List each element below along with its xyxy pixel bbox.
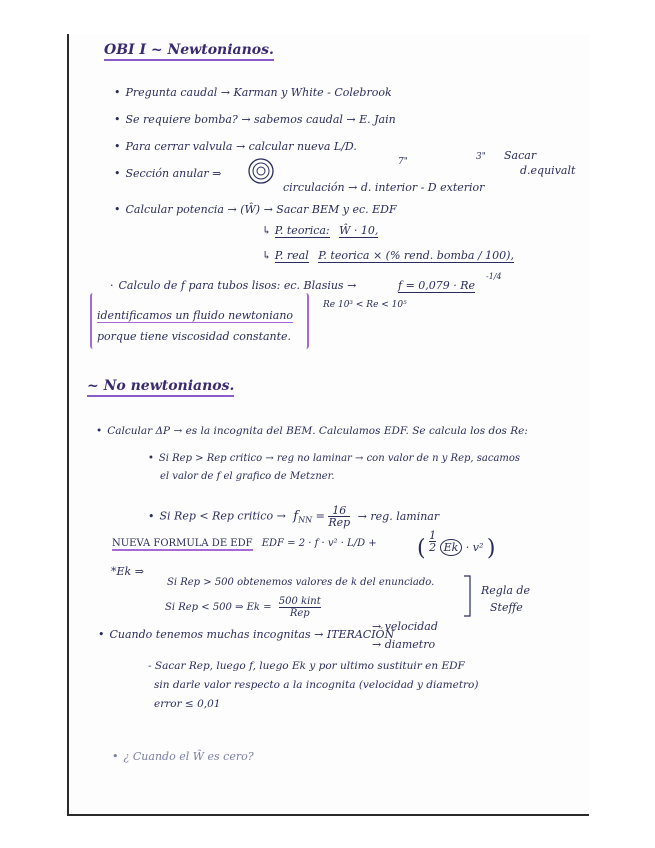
note-blasius-text: Calculo de f para tubos lisos: ec. Blasius → xyxy=(118,279,357,292)
fnn-den: Rep xyxy=(328,516,351,529)
potencia-real-value: P. teorica × (% rend. bomba / 100), xyxy=(318,249,514,262)
blasius-equation xyxy=(398,279,475,292)
anular-circ-text: circulación → d. interior - D exterior xyxy=(283,181,485,194)
section1-title-text: OBI I ~ Newtonianos. xyxy=(104,42,274,61)
steffe-l1: Regla de xyxy=(481,584,530,597)
half-den: 2 xyxy=(429,541,437,554)
note-iteracion-text: Cuando tenemos muchas incognitas → ITERACIÓN xyxy=(109,628,395,641)
potencia-teorica-value: Ŵ · 10, xyxy=(339,224,379,237)
potencia-real: ↳ P. real P. teorica × (% rend. bomba / 100), xyxy=(262,249,514,262)
rep-critico-mayor-l2: el valor de f el grafico de Metzner. xyxy=(160,471,335,482)
note-bullet-valvula: • Para cerrar valvula → calcular nueva L/D. xyxy=(114,140,357,153)
note-bullet-anular: • Sección anular ⇒ xyxy=(114,167,222,180)
blasius-re-range: Re 10³ < Re < 10⁵ xyxy=(323,300,407,310)
note-bullet-blasius: · Calculo de f para tubos lisos: ec. Blasius → xyxy=(110,279,357,292)
rep-menor-text: Si Rep < Rep critico → xyxy=(159,509,286,523)
note-bullet-caudal: • Pregunta caudal → Karman y White - Colebrook xyxy=(114,86,392,99)
anular-side-deq: d.equivalt xyxy=(520,164,576,177)
formula-ek-circled: Ek xyxy=(440,539,463,556)
iteracion-diametro: → diametro xyxy=(372,638,436,651)
iteracion-detail-2: sin darle valor respecto a la incognita (velocidad y diametro) xyxy=(154,679,479,691)
ek-label: *Ek ⇒ xyxy=(111,565,144,578)
note-anular-circulacion xyxy=(283,181,484,194)
note-w-cero-text: ¿ Cuando el Ŵ es cero? xyxy=(123,750,254,763)
ek-menor-text: Si Rep < 500 ⇒ Ek = xyxy=(165,602,272,613)
ek-rep-mayor: Si Rep > 500 obtenemos valores de k del enunciado. xyxy=(167,577,435,588)
nueva-formula-edf xyxy=(112,537,377,550)
ek-den: Rep xyxy=(289,608,310,619)
rep-mayor-l1: Si Rep > Rep critico → reg no laminar → con valor de n y Rep, sacamos xyxy=(158,453,521,464)
annular-section-icon xyxy=(248,158,276,186)
anular-side-sacar: Sacar xyxy=(504,149,537,162)
formula-v2: · v² xyxy=(465,541,484,554)
nueva-formula-label: NUEVA FORMULA DE EDF xyxy=(112,538,253,549)
ek-num: 500 kint xyxy=(278,596,321,607)
formula-half xyxy=(429,530,436,553)
blasius-exponent: -1/4 xyxy=(486,272,502,281)
box-newtoniano-line1 xyxy=(97,309,293,322)
note-bullet-potencia: • Calcular potencia → (Ŵ) → Sacar BEM y ec. EDF xyxy=(114,203,397,216)
note-bullet-bomba: • Se requiere bomba? → sabemos caudal → E. Jain xyxy=(114,113,396,126)
fnn-symbol: f xyxy=(293,508,299,524)
iteracion-detail-3: error ≤ 0,01 xyxy=(154,698,221,710)
blasius-eq-text: f = 0,079 · Re xyxy=(398,279,476,292)
box1-l1-text: identificamos un fluido newtoniano xyxy=(97,309,294,322)
rep-critico-menor: • Si Rep < Rep critico → $f_{NN}$ = $\frac{16}{\text{Rep}}$ → reg. laminar xyxy=(148,504,440,529)
steffe-l2: Steffe xyxy=(490,601,523,614)
section2-title xyxy=(87,380,234,393)
formula-bracket-term: ( $\frac{1}{2}$ Ek · v² ) xyxy=(417,529,496,561)
iteracion-detail-1: - Sacar Rep, luego f, luego Ek y por ultimo sustituir en EDF xyxy=(148,660,465,672)
fnn-fraction xyxy=(328,505,350,528)
steffe-bracket xyxy=(462,574,476,618)
fnn-post: → reg. laminar xyxy=(357,509,440,523)
box-newtoniano-line2: porque tiene viscosidad constante. xyxy=(97,330,292,343)
iteracion-velocidad: → velocidad xyxy=(372,620,438,633)
section2-title-text: ~ No newtonianos. xyxy=(87,378,234,397)
ek-rep-menor xyxy=(165,596,321,619)
potencia-teorica: ↳ P. teorica: Ŵ · 10, xyxy=(262,224,379,237)
note-bullet-iteracion: • Cuando tenemos muchas incognitas → ITERACIÓN xyxy=(98,628,395,641)
note-valvula-text: Para cerrar valvula → calcular nueva L/D. xyxy=(125,140,357,153)
fnn-num: 16 xyxy=(328,505,350,517)
ek-fraction xyxy=(279,596,321,619)
note-bomba-text: Se requiere bomba? → sabemos caudal → E. Jain xyxy=(125,113,396,126)
note-anular-text: Sección anular ⇒ xyxy=(125,167,222,180)
potencia-real-label: P. real xyxy=(274,249,309,262)
note-caudal-text: Pregunta caudal → Karman y White - Colebrook xyxy=(125,86,392,99)
anular-outer-size: 3" xyxy=(476,152,486,162)
nueva-formula-eq: EDF = 2 · f · v² · L/D + xyxy=(261,538,377,549)
potencia-teorica-label: P. teorica: xyxy=(274,224,330,237)
anular-inner-size: 7" xyxy=(398,157,408,167)
half-num: 1 xyxy=(429,529,437,542)
rep-critico-mayor: • Si Rep > Rep critico → reg no laminar → con valor de n y Rep, sacamos xyxy=(148,453,521,464)
note-deltap-text: Calcular ΔP → es la incognita del BEM. Calculamos EDF. Se calcula los dos Re: xyxy=(107,425,528,437)
note-bullet-deltap: • Calcular ΔP → es la incognita del BEM. Calculamos EDF. Se calcula los dos Re: xyxy=(96,425,528,437)
note-bullet-w-cero: • ¿ Cuando el Ŵ es cero? xyxy=(112,750,254,763)
note-potencia-text: Calcular potencia → (Ŵ) → Sacar BEM y ec. EDF xyxy=(125,203,397,216)
section1-title xyxy=(104,44,274,57)
fnn-subscript: NN xyxy=(298,515,313,525)
